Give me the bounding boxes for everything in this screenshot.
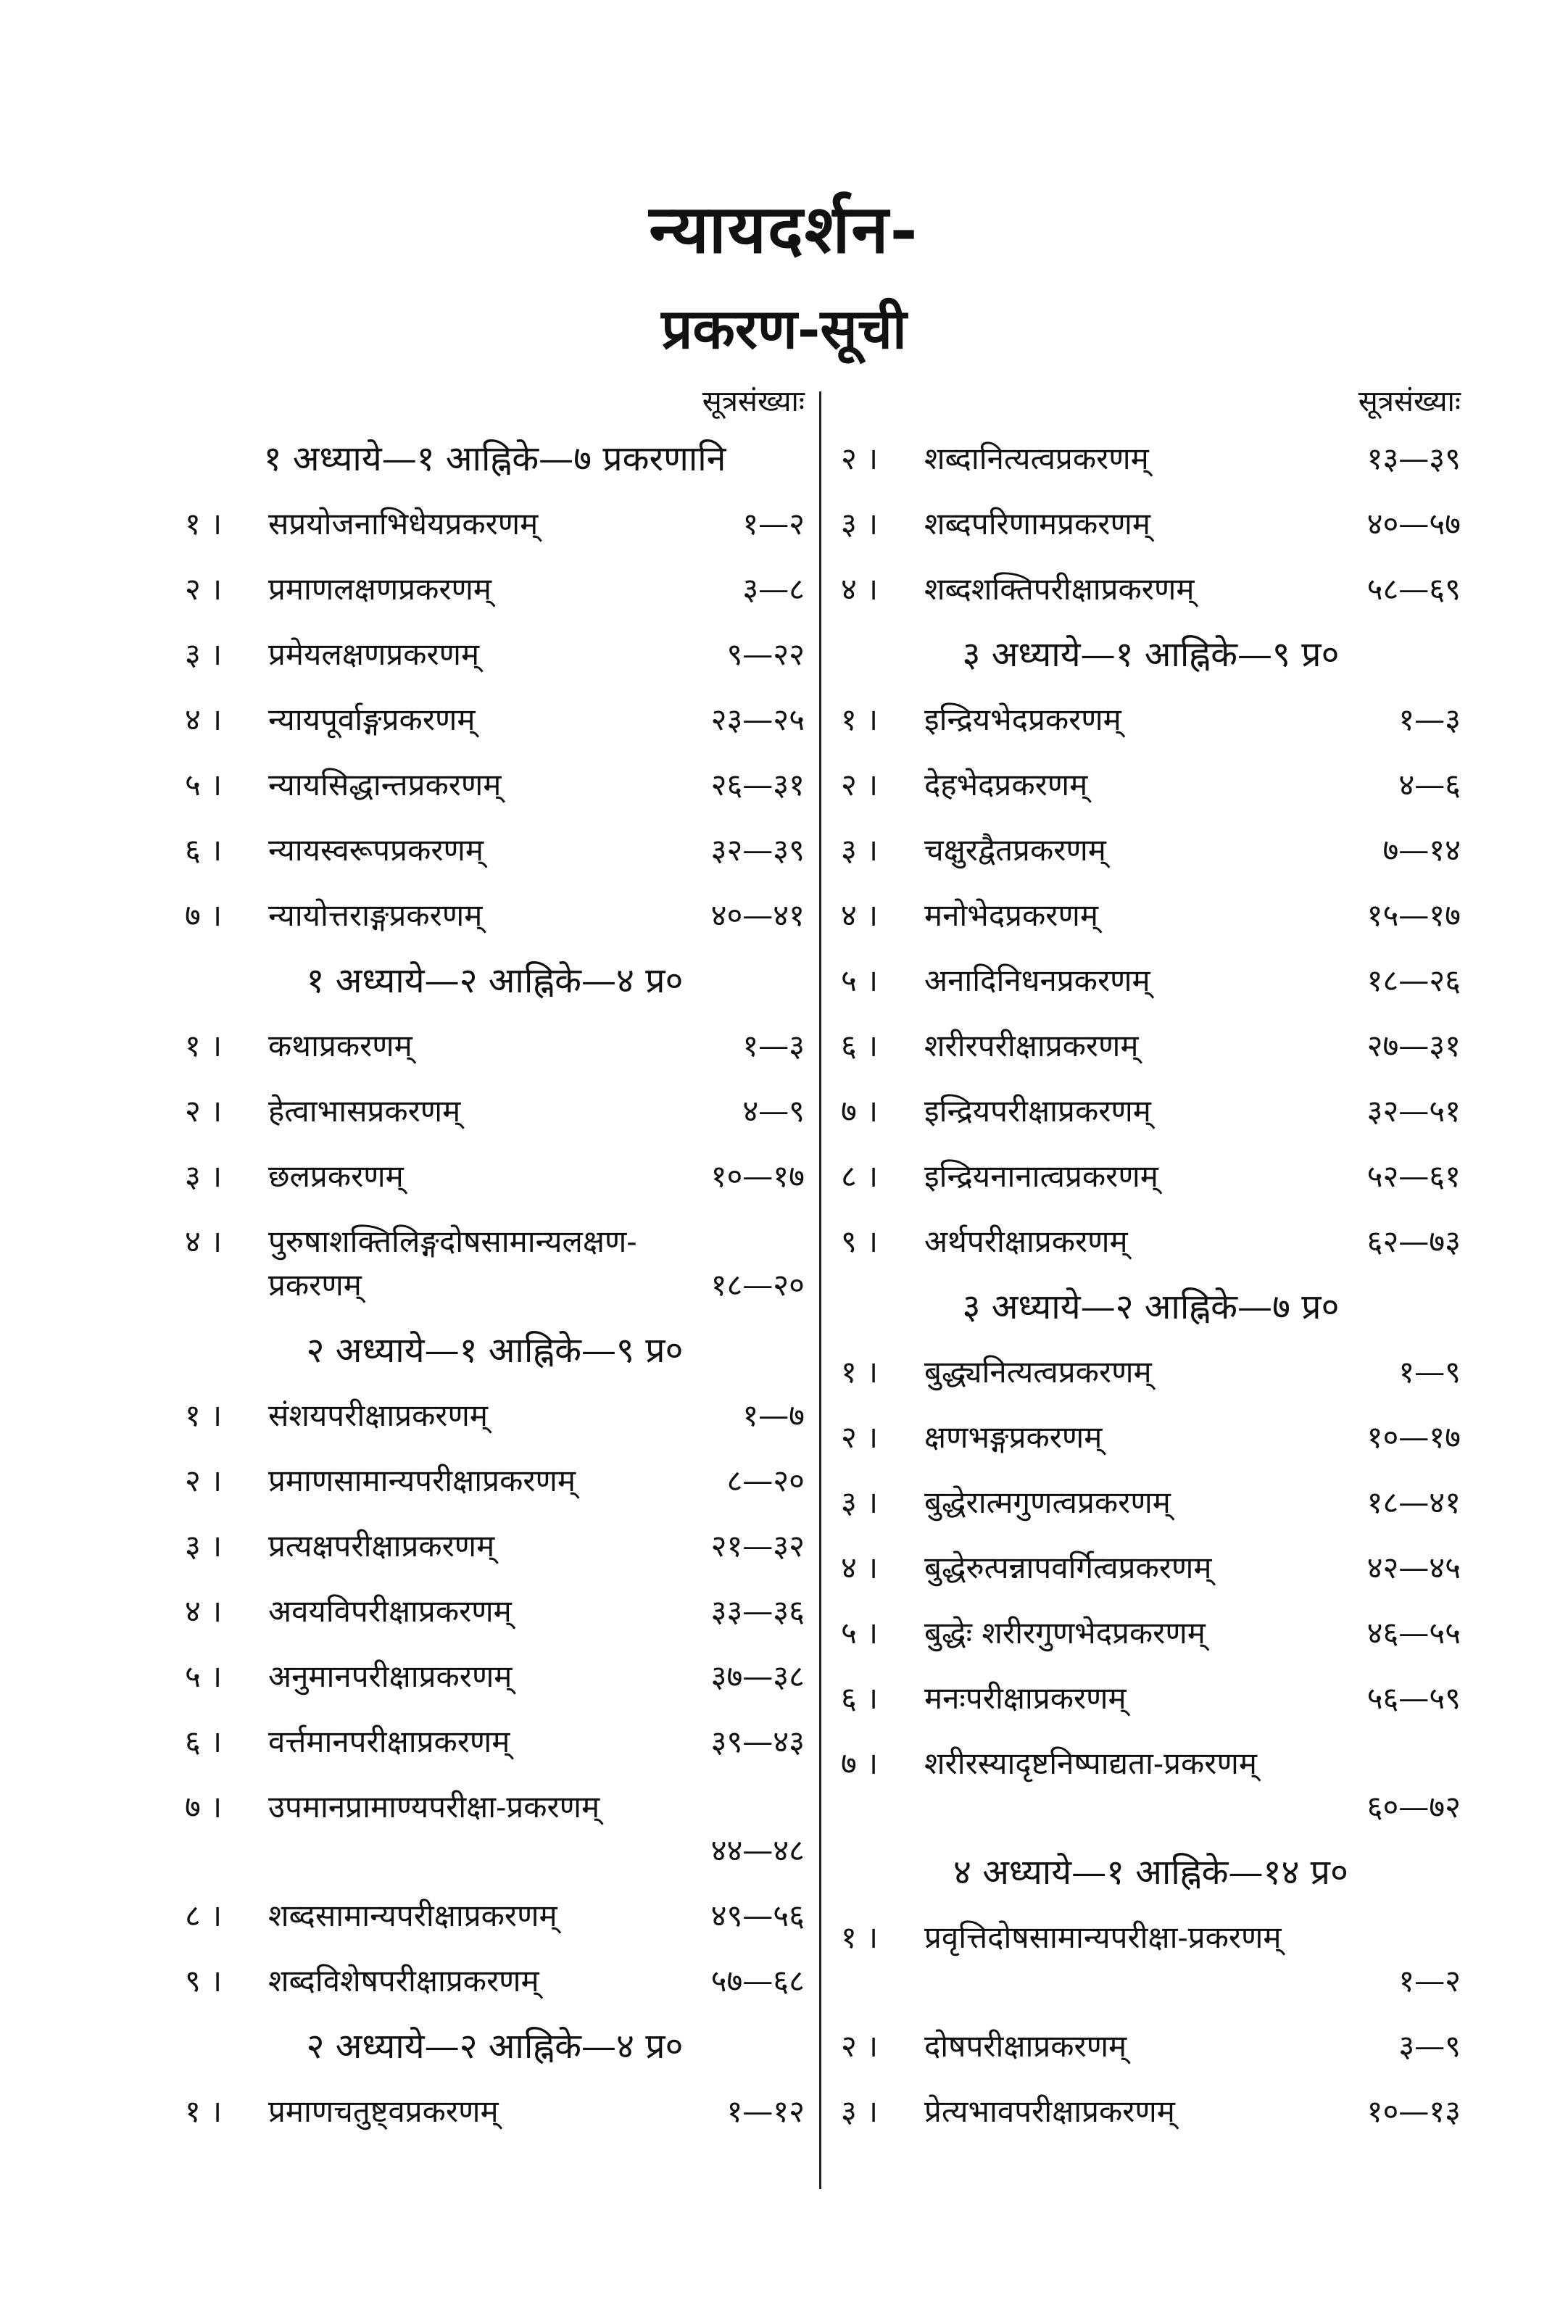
list-item: [841, 557, 1461, 622]
list-item: [841, 1905, 1461, 2014]
item-name: दोषपरीक्षाप्रकरणम्: [924, 2028, 1127, 2064]
sutra-range: १०—१७: [1366, 1419, 1461, 1455]
page-subtitle: प्रकरण-सूची: [661, 296, 907, 361]
column-divider: [819, 391, 821, 2189]
item-name: प्रमेयलक्षणप्रकरणम्: [268, 636, 480, 672]
list-item: [185, 1448, 805, 1514]
item-number: २ ।: [841, 1419, 879, 1455]
sutra-range: ७—१४: [1382, 832, 1461, 868]
item-number: ७ ।: [185, 897, 223, 933]
list-item: [185, 1079, 805, 1144]
item-name: छलप्रकरणम्: [268, 1158, 404, 1194]
item-number: ५ ।: [185, 1659, 223, 1694]
item-name: अवयविपरीक्षाप्रकरणम्: [268, 1593, 512, 1629]
list-item: [185, 1775, 805, 1883]
item-number: ४ ।: [185, 1224, 223, 1259]
sutra-range: ५६—५९: [1366, 1680, 1461, 1716]
item-number: ४ ।: [185, 702, 223, 737]
list-item: [841, 491, 1461, 557]
list-item: [841, 1340, 1461, 1405]
item-number: २ ।: [185, 571, 223, 607]
item-name: पुरुषाशक्तिलिङ्गदोषसामान्यलक्षण-प्रकरणम्: [268, 1224, 637, 1303]
sutra-range: १८—२६: [1366, 963, 1461, 998]
sutra-range: १८—४१: [1366, 1485, 1461, 1520]
list-item: [841, 818, 1461, 883]
item-name: प्रमाणलक्षणप्रकरणम्: [268, 571, 492, 607]
list-item: [841, 1731, 1461, 1840]
section-heading: ४ अध्याये—१ आह्निके—१४ प्र०: [953, 1852, 1348, 1893]
item-name: शब्दसामान्यपरीक्षाप्रकरणम्: [268, 1898, 557, 1933]
item-number: ३ ।: [841, 832, 879, 868]
sutra-range: ३९—४३: [710, 1724, 805, 1759]
sutra-range: १८—२०: [710, 1267, 805, 1303]
list-item: [841, 752, 1461, 818]
sutra-range: ४—६: [1398, 767, 1461, 802]
list-item: [841, 1209, 1461, 1274]
item-number: ३ ।: [841, 506, 879, 541]
sutra-range: ३—९: [1398, 2028, 1461, 2064]
list-item: [185, 1644, 805, 1709]
item-number: ५ ।: [841, 1615, 879, 1651]
item-number: २ ।: [841, 767, 879, 802]
item-number: ६ ।: [841, 1028, 879, 1063]
item-number: ३ ।: [841, 1485, 879, 1520]
item-number: ६ ।: [185, 1724, 223, 1759]
item-name: प्रमाणचतुष्ट्वप्रकरणम्: [268, 2093, 499, 2129]
item-number: ६ ।: [841, 1680, 879, 1716]
item-name: कथाप्रकरणम्: [268, 1028, 412, 1063]
list-item: [841, 1535, 1461, 1601]
item-name: अर्थपरीक्षाप्रकरणम्: [924, 1224, 1128, 1259]
list-item: [185, 557, 805, 622]
item-number: १ ।: [841, 702, 879, 737]
item-name: प्रेत्यभावपरीक्षाप्रकरणम्: [924, 2093, 1175, 2129]
sutra-range: ८—२०: [726, 1463, 805, 1498]
item-name: मनःपरीक्षाप्रकरणम्: [924, 1680, 1127, 1716]
list-item: [185, 752, 805, 818]
list-item: [841, 1666, 1461, 1731]
sutra-range: ५२—६१: [1366, 1158, 1461, 1194]
item-number: ४ ।: [841, 1550, 879, 1585]
item-name: न्यायपूर्वाङ्गप्रकरणम्: [268, 702, 476, 737]
item-name: मनोभेदप्रकरणम्: [924, 897, 1098, 933]
item-number: ७ ।: [841, 1746, 879, 1781]
item-name: अनादिनिधनप्रकरणम्: [924, 963, 1150, 998]
sutra-range: १—९: [1398, 1354, 1461, 1390]
section-heading: १ अध्याये—१ आह्निके—७ प्रकरणानि: [263, 439, 726, 479]
sutra-range: ३२—३९: [710, 832, 805, 868]
item-name: इन्द्रियनानात्वप्रकरणम्: [924, 1158, 1158, 1194]
item-number: ७ ।: [841, 1093, 879, 1129]
sutra-range: ३३—३६: [710, 1593, 805, 1629]
list-item: [841, 426, 1461, 491]
item-number: ९ ।: [185, 1963, 223, 1999]
section-heading: १ अध्याये—२ आह्निके—४ प्र०: [306, 960, 684, 1001]
sutra-range: १—७: [742, 1398, 805, 1433]
list-item: [841, 1470, 1461, 1535]
item-name: शब्दशक्तिपरीक्षाप्रकरणम्: [924, 571, 1195, 607]
item-number: २ ।: [185, 1093, 223, 1129]
item-number: ३ ।: [185, 636, 223, 672]
item-number: ७ ।: [185, 1789, 223, 1825]
item-number: ६ ।: [185, 832, 223, 868]
sutra-range: २१—३२: [710, 1528, 805, 1564]
item-number: ९ ।: [841, 1224, 879, 1259]
item-name: बुद्धेः शरीरगुणभेदप्रकरणम्: [924, 1615, 1206, 1651]
sutra-range: १०—१७: [710, 1158, 805, 1194]
list-item: [841, 687, 1461, 752]
sutra-range: ३२—५१: [1366, 1093, 1461, 1129]
section-heading: ३ अध्याये—२ आह्निके—७ प्र०: [962, 1287, 1340, 1327]
item-name: बुद्धेरात्मगुणत्वप्रकरणम्: [924, 1485, 1171, 1520]
item-number: ५ ।: [185, 767, 223, 802]
item-number: २ ।: [841, 441, 879, 476]
sutra-range: ६२—७३: [1366, 1224, 1461, 1259]
section-heading: २ अध्याये—१ आह्निके—९ प्र०: [306, 1330, 684, 1371]
item-name: प्रत्यक्षपरीक्षाप्रकरणम्: [268, 1528, 495, 1564]
item-number: ३ ।: [185, 1528, 223, 1564]
item-name: चक्षुरद्वैतप्रकरणम्: [924, 832, 1106, 868]
list-item: [185, 687, 805, 752]
item-name: हेत्वाभासप्रकरणम्: [268, 1093, 461, 1129]
sutra-range: १—३: [1398, 702, 1461, 737]
list-item: [185, 1209, 805, 1318]
sutra-range: ९—२२: [726, 636, 805, 672]
item-name: इन्द्रियपरीक्षाप्रकरणम्: [924, 1093, 1151, 1129]
item-name: देहभेदप्रकरणम्: [924, 767, 1088, 802]
item-name: शरीरपरीक्षाप्रकरणम्: [924, 1028, 1139, 1063]
list-item: [841, 1601, 1461, 1666]
list-item: [185, 1709, 805, 1775]
item-name: बुद्ध्यनित्यत्वप्रकरणम्: [924, 1354, 1152, 1390]
list-item: [841, 1144, 1461, 1209]
item-name: सप्रयोजनाभिधेयप्रकरणम्: [268, 506, 539, 541]
item-name: बुद्धेरुत्पन्नापवर्गित्वप्रकरणम्: [924, 1550, 1212, 1585]
item-number: ३ ।: [185, 1158, 223, 1194]
item-name: अनुमानपरीक्षाप्रकरणम्: [268, 1659, 513, 1694]
list-item: [185, 1514, 805, 1579]
sutra-count-header: सूत्रसंख्याः: [1358, 385, 1461, 418]
item-name: न्यायसिद्धान्तप्रकरणम्: [268, 767, 502, 802]
sutra-range: १—३: [742, 1028, 805, 1063]
list-item: [841, 883, 1461, 948]
section-heading: २ अध्याये—२ आह्निके—४ प्र०: [306, 2026, 684, 2067]
item-name: इन्द्रियभेदप्रकरणम्: [924, 702, 1121, 737]
list-item: [185, 491, 805, 557]
item-number: ३ ।: [841, 2093, 879, 2129]
list-item: [185, 1383, 805, 1448]
list-item: [841, 1405, 1461, 1470]
sutra-range: ५८—६९: [1366, 571, 1461, 607]
list-item: [841, 2079, 1461, 2144]
item-number: ४ ।: [841, 571, 879, 607]
sutra-range: २३—२५: [710, 702, 805, 737]
item-name: क्षणभङ्गप्रकरणम्: [924, 1419, 1103, 1455]
right-column: [841, 377, 1461, 2144]
item-name: संशयपरीक्षाप्रकरणम्: [268, 1398, 489, 1433]
sutra-range: १—२: [742, 506, 805, 541]
sutra-range: ३—८: [742, 571, 805, 607]
list-item: [185, 1883, 805, 1949]
sutra-range: १—२: [1398, 1963, 1461, 1999]
item-name: प्रवृत्तिदोषसामान्यपरीक्षा-प्रकरणम्: [924, 1920, 1282, 1955]
item-number: २ ।: [185, 1463, 223, 1498]
list-item: [185, 2079, 805, 2144]
sutra-range: ३७—३८: [710, 1659, 805, 1694]
list-item: [185, 1013, 805, 1079]
item-name: शब्दविशेषपरीक्षाप्रकरणम्: [268, 1963, 539, 1999]
item-number: १ ।: [185, 506, 223, 541]
item-number: ८ ।: [841, 1158, 879, 1194]
sutra-range: ४९—५६: [710, 1898, 805, 1933]
sutra-range: १३—३९: [1366, 441, 1461, 476]
sutra-range: ५७—६८: [710, 1963, 805, 1999]
sutra-range: ६०—७२: [1366, 1789, 1461, 1825]
sutra-range: १०—१३: [1366, 2093, 1461, 2129]
list-item: [841, 1013, 1461, 1079]
sutra-range: १५—१७: [1366, 897, 1461, 933]
sutra-range: २६—३१: [710, 767, 805, 802]
list-item: [841, 1079, 1461, 1144]
item-number: १ ।: [185, 1398, 223, 1433]
item-number: १ ।: [841, 1354, 879, 1390]
sutra-range: ४२—४५: [1366, 1550, 1461, 1585]
list-item: [185, 1579, 805, 1644]
list-item: [185, 883, 805, 948]
item-number: ८ ।: [185, 1898, 223, 1933]
item-name: वर्त्तमानपरीक्षाप्रकरणम्: [268, 1724, 510, 1759]
item-number: २ ।: [841, 2028, 879, 2064]
sutra-range: ४०—५७: [1366, 506, 1461, 541]
sutra-range: ४०—४१: [710, 897, 805, 933]
list-item: [841, 2014, 1461, 2079]
item-name: न्यायोत्तराङ्गप्रकरणम्: [268, 897, 483, 933]
item-name: शब्दपरिणामप्रकरणम्: [924, 506, 1150, 541]
list-item: [185, 818, 805, 883]
item-number: १ ।: [185, 2093, 223, 2129]
item-name: शब्दानित्यत्वप्रकरणम्: [924, 441, 1149, 476]
item-name: उपमानप्रामाण्यपरीक्षा-प्रकरणम्: [268, 1789, 600, 1825]
sutra-range: ४—९: [742, 1093, 805, 1129]
item-number: ४ ।: [185, 1593, 223, 1629]
sutra-range: १—१२: [726, 2093, 805, 2129]
sutra-range: २७—३१: [1366, 1028, 1461, 1063]
item-number: ५ ।: [841, 963, 879, 998]
list-item: [185, 1949, 805, 2014]
item-name: न्यायस्वरूपप्रकरणम्: [268, 832, 484, 868]
list-item: [841, 948, 1461, 1013]
sutra-count-header: सूत्रसंख्याः: [702, 385, 805, 418]
sutra-range: ४६—५५: [1366, 1615, 1461, 1651]
list-item: [185, 622, 805, 687]
section-heading: ३ अध्याये—१ आह्निके—९ प्र०: [962, 634, 1340, 675]
list-item: [185, 1144, 805, 1209]
item-number: १ ।: [841, 1920, 879, 1955]
item-number: १ ।: [185, 1028, 223, 1063]
left-column: [185, 377, 805, 2144]
item-name: शरीरस्यादृष्टनिष्पाद्यता-प्रकरणम्: [924, 1746, 1257, 1781]
page-title: न्यायदर्शन-: [649, 190, 919, 268]
item-name: प्रमाणसामान्यपरीक्षाप्रकरणम्: [268, 1463, 576, 1498]
item-number: ४ ।: [841, 897, 879, 933]
sutra-range: ४४—४८: [710, 1833, 805, 1868]
